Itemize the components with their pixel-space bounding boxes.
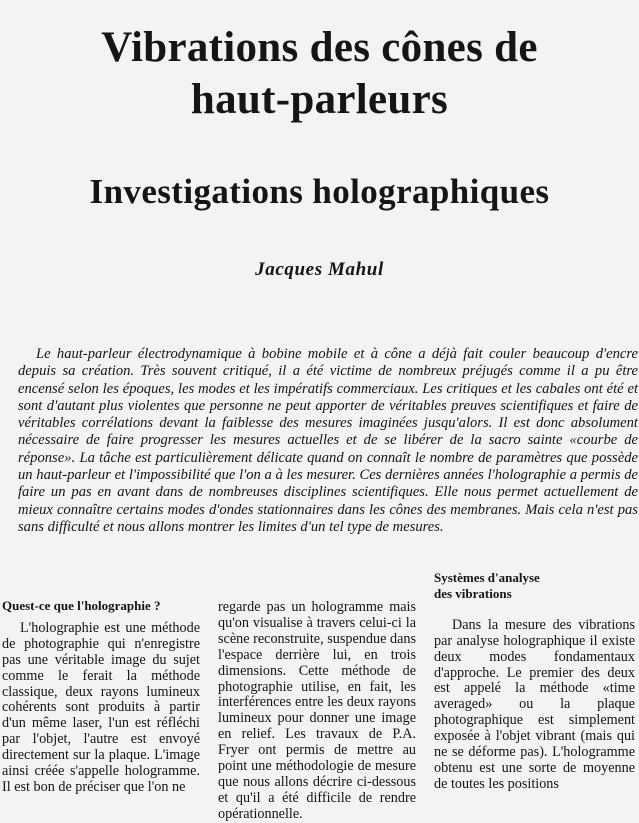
section-heading-systemes (434, 570, 635, 602)
author: Jacques Mahul (255, 259, 384, 280)
section-heading-systemes-line-2: des vibrations (434, 585, 512, 601)
column-1-text: L'holographie est une méthode de photographie qui n'enregistre pas une véritable image du sujet comme le ferait la méthode classique, deux rayons lumineux cohérents sont produits à partir d'un même laser, l'un est réfléchi par l'objet, l'autre est envoyé directement sur la plaque. L'image ainsi créée s'appelle hologramme. Il est bon de préciser que l'on ne (2, 619, 200, 795)
intro-paragraph: Le haut-parleur électrodynamique à bobine mobile et à cône a déjà fait couler beaucoup d'encre depuis sa création. Très souvent critiqué, il a été victime de nombreux préjugés comme il a pu être encensé selon les époques, les modes et les impératifs commerciaux. Les critiques et les cabales ont été et sont d'autant plus violentes que personne ne peut apporter de véritables preuves scientifiques et faire de véritables corrélations devant la faiblesse des mesures imaginées jusqu'alors. Il est donc absolument nécessaire de faire progresser les mesures actuelles et de se libérer de la sacro sainte «courbe de réponse». La tâche est particulièrement délicate quand on connaît le nombre de paramètres que possède un haut-parleur et l'impossibilité que l'on a à les mesurer. Ces dernières années l'holographie a permis de faire un pas en avant dans de nombreuses disciplines scientifiques. Elle nous permet actuellement de mieux connaître certains modes d'ondes stationnaires dans les cônes des membranes. Mais cela n'est pas sans difficulté et nous allons montrer les limites d'un tel type de mesures. (18, 346, 638, 535)
section-heading-systemes-line-1: Systèmes d'analyse (434, 570, 540, 585)
column-2-text: regarde pas un hologramme mais qu'on visualise à travers celui-ci la scène reconstruite, suspendue dans l'espace derrière lui, en trois dimensions. Cette méthode de photographie utilise, en fait, les interférences entre les deux rayons lumineux pour donner une image en relief. Les travaux de P.A. Fryer ont permis de mettre au point une méthodologie de mesure que nous allons décrire ci-dessous et qu'il a été difficile de rendre opérationnelle. (218, 599, 416, 822)
column-1 (2, 600, 200, 796)
subtitle: Investigations holographiques (89, 172, 550, 211)
title-line-2: haut-parleurs (190, 76, 449, 123)
column-2 (218, 600, 416, 823)
column-3-text: Dans la mesure des vibrations par analyse holographique il existe deux modes fondamentaux d'approche. Le premier des deux est appelé la méthode «time averaged» ou la plaque photographique est simplement exposée à l'objet vibrant (mais qui ne se déforme pas). L'hologramme obtenu est une sorte de moyenne de toutes les positions (434, 616, 635, 792)
section-heading-holographie: Quest-ce que l'holographie ? (2, 598, 161, 613)
column-3 (434, 570, 635, 793)
title-line-1: Vibrations des cônes de (101, 24, 538, 71)
